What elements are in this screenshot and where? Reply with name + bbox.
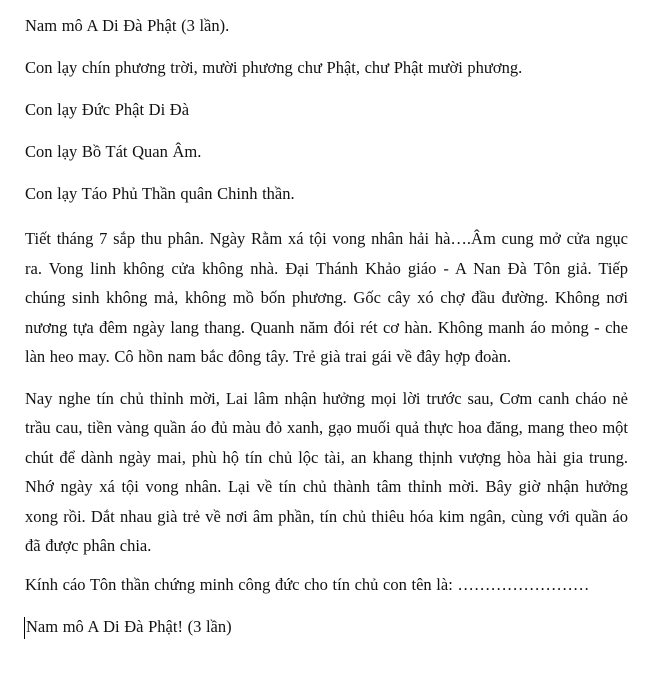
paragraph-invocation: Nam mô A Di Đà Phật (3 lần). — [25, 16, 230, 35]
paragraph-closing[interactable] — [25, 615, 628, 638]
paragraph-invitation: Nay nghe tín chủ thỉnh mời, Lai lâm nhận hưởng mọi lời trước sau, Cơm canh cháo nẻ trầu cau, tiền vàng quần áo đủ màu đỏ xanh, gạo muối quả thực hoa đăng, mang theo một chút để dành ngày mai, phù hộ tín chủ lộc tài, an khang thịnh vượng hòa hài gia trung. Nhớ ngày xá tội vong nhân. Lại về tín chủ thành tâm thỉnh mời. Bây giờ nhận hưởng xong rồi. Dắt nhau già trẻ về nơi âm phần, tín chủ thiêu hóa kim ngân, cùng với quần áo đã được phân chia. — [25, 388, 628, 555]
paragraph-ghost-festival: Tiết tháng 7 sắp thu phân. Ngày Rằm xá tội vong nhân hải hà….Âm cung mở cửa ngục ra. Vong linh không cửa không nhà. Đại Thánh Khảo giáo - A Nan Đà Tôn giả. Tiếp chúng sinh không mả, không mồ bốn phương. Gốc cây xó chợ đầu đường. Không nơi nương tựa đêm ngày lang thang. Quanh năm đói rét cơ hàn. Không manh áo mỏng - che làn heo may. Cô hồn nam bắc đông tây. Trẻ già trai gái về đây hợp đoàn. — [25, 229, 628, 366]
paragraph-bow-directions: Con lạy chín phương trời, mười phương chư Phật, chư Phật mười phương. — [25, 58, 523, 77]
paragraph-bow-amitabha: Con lạy Đức Phật Di Đà — [25, 100, 190, 119]
paragraph-dedication: Kính cáo Tôn thần chứng minh công đức cho tín chủ con tên là: …………………… — [25, 574, 590, 594]
paragraph-bow-tao-phu: Con lạy Táo Phủ Thần quân Chinh thần. — [25, 184, 295, 203]
paragraph-bow-quan-am: Con lạy Bồ Tát Quan Âm. — [25, 142, 202, 161]
document-body — [25, 14, 628, 657]
paragraph-closing-text: Nam mô A Di Đà Phật! (3 lần) — [26, 616, 232, 636]
text-cursor — [24, 617, 25, 639]
